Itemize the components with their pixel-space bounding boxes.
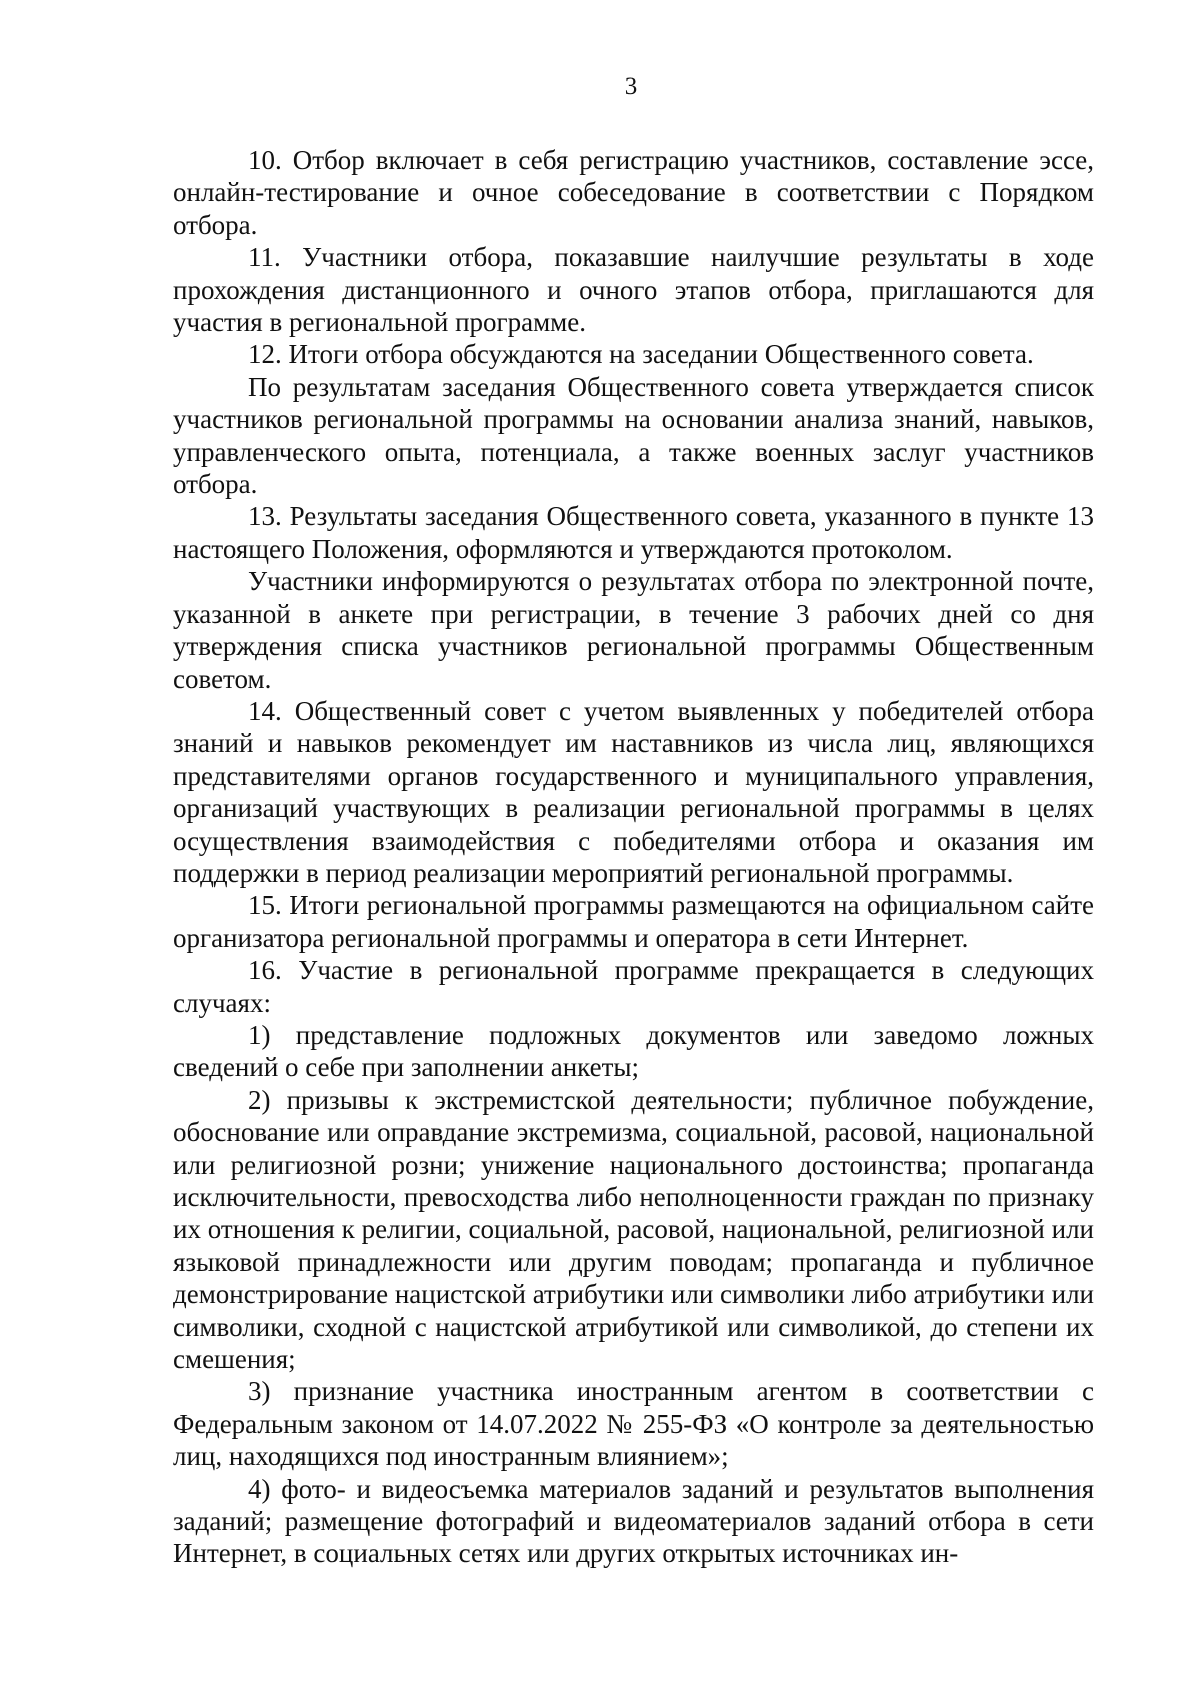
paragraph-11: 11. Участники отбора, показавшие наилучшие результаты в ходе прохождения дистанционного и очного этапов отбора, приглашаются для участия в региональной программе. (173, 242, 1094, 338)
paragraph-12: 12. Итоги отбора обсуждаются на заседании Общественного совета. (248, 339, 1034, 370)
page-number: 3 (624, 73, 638, 100)
paragraph-10: 10. Отбор включает в себя регистрацию участников, составление эссе, онлайн-тестирование и очное собеседование в соответствии с Порядком отбора. (173, 145, 1094, 240)
list-item-4: 4) фото- и видеосъемка материалов заданий и результатов выполнения заданий; размещение фотографий и видеоматериалов заданий отбора в сети Интернет, в социальных сетях или других открытых источниках ин- (173, 1473, 1094, 1569)
paragraph-16: 16. Участие в региональной программе прекращается в следующих случаях: (173, 955, 1094, 1018)
paragraph-14: 14. Общественный совет с учетом выявленных у победителей отбора знаний и навыков рекомендует им наставников из числа лиц, являющихся представителями органов государственного и муниципального управления, организаций участвующих в реализации региональной программы в целях осуществления взаимодействия с победителями отбора и оказания им поддержки в период реализации мероприятий региональной программы. (173, 695, 1094, 888)
list-item-1: 1) представление подложных документов или заведомо ложных сведений о себе при заполнении анкеты; (173, 1019, 1094, 1083)
paragraph-12-list: По результатам заседания Общественного совета утверждается список участников региональной программы на основании анализа знаний, навыков, управленческого опыта, потенциала, а также военных заслуг участников отбора. (173, 371, 1094, 500)
list-item-3: 3) признание участника иностранным агентом в соответствии с Федеральным законом от 14.07.2022 № 255-ФЗ «О контроле за деятельностью лиц, находящихся под иностранным влиянием»; (173, 1376, 1094, 1472)
paragraph-15: 15. Итоги региональной программы размещаются на официальном сайте организатора региональной программы и оператора в сети Интернет. (173, 890, 1094, 953)
list-item-2: 2) призывы к экстремистской деятельности; публичное побуждение, обоснование или оправдание экстремизма, социальной, расовой, национальной или религиозной розни; унижение национального достоинства; пропаганда исключительности, превосходства либо неполноценности граждан по признаку их отношения к религии, социальной, расовой, национальной, религиозной или языковой принадлежности или другим поводам; пропаганда и публичное демонстрирование нацистской атрибутики или символики либо атрибутики или символики, сходной с нацистской атрибутикой или символикой, до степени их смешения; (173, 1084, 1094, 1375)
paragraph-13: 13. Результаты заседания Общественного совета, указанного в пункте 13 настоящего Положения, оформляются и утверждаются протоколом. (173, 501, 1094, 564)
paragraph-13-notification: Участники информируются о результатах отбора по электронной почте, указанной в анкете при регистрации, в течение 3 рабочих дней со дня утверждения списка участников региональной программы Общественным советом. (173, 566, 1094, 694)
document-body (173, 144, 1094, 1570)
